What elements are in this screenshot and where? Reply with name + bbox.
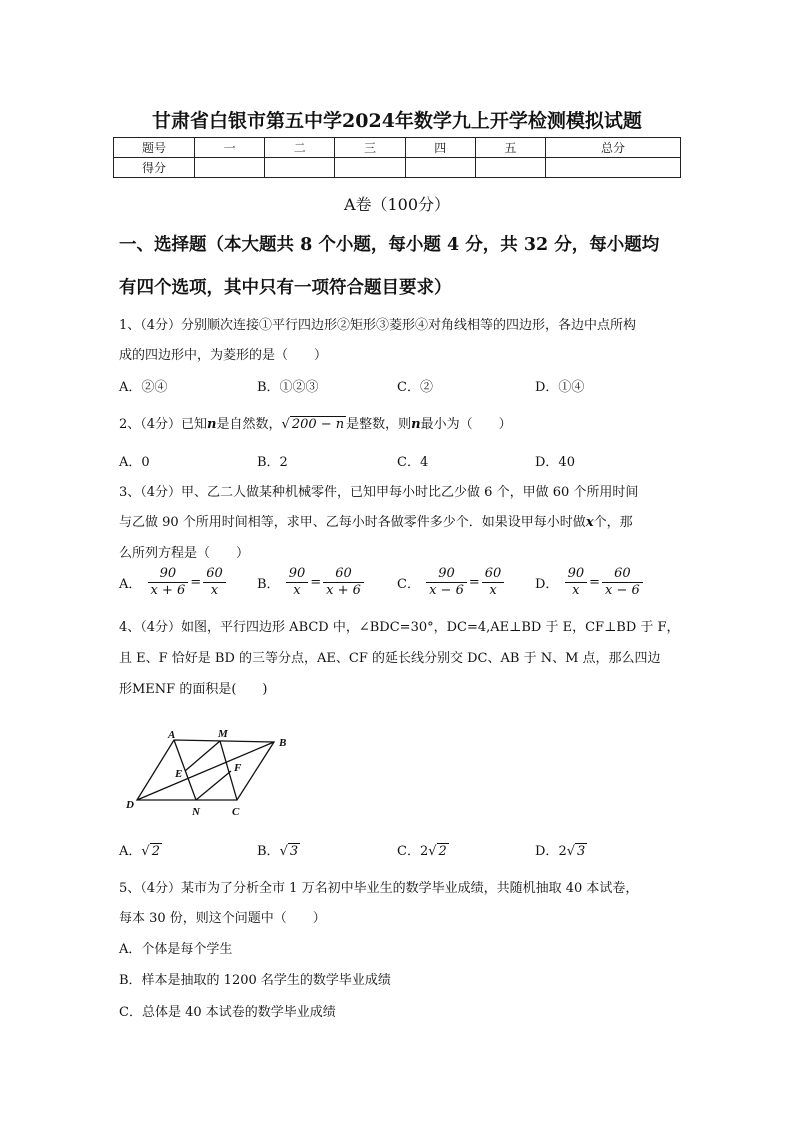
q3-option-d[interactable] xyxy=(535,566,645,599)
q3-text-line2-pre: 与乙做 90 个所用时间相等，求甲、乙每小时各做零件多少个．如果设甲每小时做 xyxy=(119,515,586,530)
q1-text-line1: 1、（4分）分别顺次连接①平行四边形②矩形③菱形④对角线相等的四边形，各边中点所构 xyxy=(119,318,637,333)
q3-equals: = xyxy=(468,575,480,590)
parallelogram-figure xyxy=(122,722,302,822)
score-table xyxy=(113,137,681,178)
q4-option-letter: C． xyxy=(397,844,420,859)
q3-equals: = xyxy=(310,575,322,590)
q4-option-d[interactable] xyxy=(535,840,587,859)
q3-option-c[interactable] xyxy=(397,566,506,599)
score-cell[interactable] xyxy=(265,158,335,178)
q4-option-letter: D． xyxy=(535,844,559,859)
figure-label-e: E xyxy=(175,768,183,780)
q4-option-c[interactable] xyxy=(397,840,449,859)
figure-label-c: C xyxy=(232,806,240,818)
q3-option-a[interactable] xyxy=(119,566,228,599)
score-header-cell: 题号 xyxy=(114,138,195,158)
q3-text-line2-post: 个，那 xyxy=(593,515,633,530)
q2-text xyxy=(119,413,512,432)
q4-option-coef: 2 xyxy=(558,844,567,859)
score-cell[interactable] xyxy=(195,158,265,178)
score-cell[interactable] xyxy=(335,158,405,178)
q5-option-c[interactable]: C．总体是 40 本试卷的数学毕业成绩 xyxy=(119,1005,336,1020)
q1-option-a[interactable]: A．②④ xyxy=(119,380,168,395)
q3-text-line2 xyxy=(119,511,633,530)
q2-var-n: n xyxy=(207,417,217,432)
q5-option-a[interactable]: A．个体是每个学生 xyxy=(119,942,233,957)
score-header-cell: 二 xyxy=(265,138,335,158)
figure-label-a: A xyxy=(168,729,176,741)
section-a-heading: A卷（100分） xyxy=(343,195,451,214)
q3-option-letter: C． xyxy=(397,577,420,592)
score-row-label: 得分 xyxy=(114,158,195,178)
q5-option-b[interactable]: B．样本是抽取的 1200 名学生的数学毕业成绩 xyxy=(119,973,391,988)
score-header-cell: 一 xyxy=(195,138,265,158)
q4-text-line2: 且 E、F 恰好是 BD 的三等分点，AE、CF 的延长线分别交 DC、AB 于 N、M 点，那么四边 xyxy=(119,651,661,666)
q2-text-pre: 2、（4分）已知 xyxy=(119,417,208,432)
q2-option-b[interactable]: B．2 xyxy=(257,455,288,470)
q1-text-line2: 成的四边形中，为菱形的是（ ） xyxy=(119,348,328,363)
q2-sqrt-expression: √ 200 − n xyxy=(281,417,345,432)
score-header-cell: 五 xyxy=(475,138,545,158)
q3-fraction-left: $\frac{90}{x - 6}$ xyxy=(426,566,467,599)
figure-label-m: M xyxy=(218,728,228,740)
q3-fraction-left: $\frac{90}{x}$ xyxy=(565,566,588,599)
score-cell[interactable] xyxy=(546,158,681,178)
q4-option-letter: B． xyxy=(257,844,280,859)
q3-fraction-right: $\frac{60}{x - 6}$ xyxy=(602,566,643,599)
q2-text-post1: 是整数，则 xyxy=(346,417,412,432)
segment-nf xyxy=(196,771,231,800)
q3-option-letter: D． xyxy=(535,577,559,592)
q3-text-line3: 么所列方程是（ ） xyxy=(119,546,250,561)
q4-option-sqrt: √ 2 xyxy=(428,844,447,859)
q3-fraction-right: $\frac{60}{x + 6}$ xyxy=(323,566,364,599)
figure-label-f: F xyxy=(234,762,242,774)
score-cell[interactable] xyxy=(405,158,475,178)
q3-var-x: x xyxy=(585,515,594,530)
q4-text-line3: 形MENF 的面积是( ) xyxy=(119,682,268,697)
q3-fraction-left: $\frac{90}{x + 6}$ xyxy=(148,566,189,599)
q3-fraction-right: $\frac{60}{x}$ xyxy=(203,566,226,599)
q4-option-sqrt: √ 3 xyxy=(279,844,299,859)
score-cell[interactable] xyxy=(475,158,545,178)
q1-option-d[interactable]: D．①④ xyxy=(535,380,585,395)
q4-option-sqrt: √ 3 xyxy=(566,844,586,859)
q5-text-line1: 5、（4分）某市为了分析全市 1 万名初中毕业生的数学毕业成绩，共随机抽取 40 本试卷， xyxy=(119,881,639,896)
q2-radicand: 200 − n xyxy=(291,417,345,432)
q2-option-c[interactable]: C．4 xyxy=(397,455,429,470)
score-header-cell: 三 xyxy=(335,138,405,158)
q5-text-line2: 每本 30 份，则这个问题中（ ） xyxy=(119,911,326,926)
score-table-header-row xyxy=(114,138,681,158)
score-header-cell: 总分 xyxy=(546,138,681,158)
part1-heading-line1: 一、选择题（本大题共 8 个小题，每小题 4 分，共 32 分，每小题均 xyxy=(119,235,660,255)
figure-label-b: B xyxy=(279,737,287,749)
figure-label-n: N xyxy=(192,806,200,818)
q3-fraction-right: $\frac{60}{x}$ xyxy=(482,566,505,599)
q4-text-line1: 4、（4分）如图，平行四边形 ABCD 中，∠BDC=30°，DC=4,AE⊥BD 于 E，CF⊥BD 于 F， xyxy=(119,620,680,635)
part1-heading-line2: 有四个选项，其中只有一项符合题目要求） xyxy=(119,278,452,298)
q3-equals: = xyxy=(589,575,601,590)
q3-fraction-left: $\frac{90}{x}$ xyxy=(286,566,309,599)
q3-option-letter: A． xyxy=(119,577,142,592)
q1-option-c[interactable]: C．② xyxy=(397,380,433,395)
q4-option-sqrt: √ 2 xyxy=(141,844,160,859)
q3-equals: = xyxy=(190,575,202,590)
exam-title: 甘肃省白银市第五中学2024年数学九上开学检测模拟试题 xyxy=(152,110,642,132)
q2-option-d[interactable]: D．40 xyxy=(535,455,575,470)
q3-option-letter: B． xyxy=(257,577,280,592)
q4-option-coef: 2 xyxy=(419,844,429,859)
q4-option-letter: A． xyxy=(119,844,142,859)
q4-option-a[interactable] xyxy=(119,840,162,859)
q2-option-a[interactable]: A．0 xyxy=(119,455,150,470)
q2-text-mid: 是自然数， xyxy=(216,417,282,432)
q1-option-b[interactable]: B．①②③ xyxy=(257,380,319,395)
q2-var-n-2: n xyxy=(411,417,421,432)
q2-text-post2: 最小为（ ） xyxy=(420,417,512,432)
score-table-score-row xyxy=(114,158,681,178)
q4-option-b[interactable] xyxy=(257,840,300,859)
q3-text-line1: 3、（4分）甲、乙二人做某种机械零件，已知甲每小时比乙少做 6 个，甲做 60 个所用时间 xyxy=(119,485,639,500)
figure-label-d: D xyxy=(126,799,134,811)
q3-option-b[interactable] xyxy=(257,566,366,599)
score-header-cell: 四 xyxy=(405,138,475,158)
